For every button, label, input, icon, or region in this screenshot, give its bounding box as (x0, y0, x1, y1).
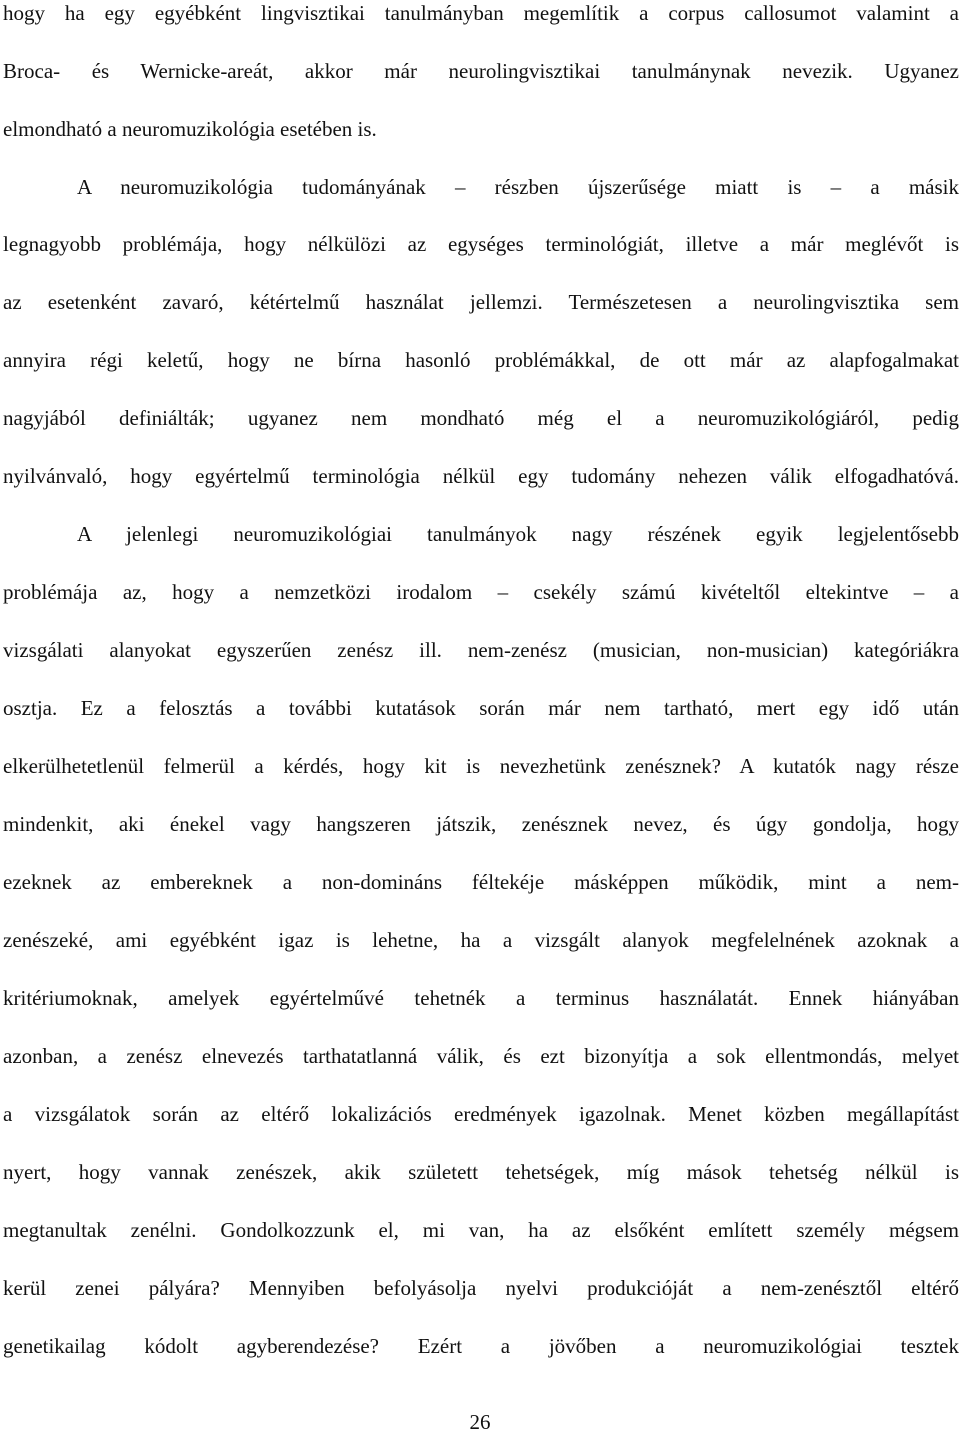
text-line: Broca- és Wernicke-areát, akkor már neurolingvisztikai tanulmánynak nevezik. Ugyanez (3, 59, 959, 83)
text-line: A neuromuzikológia tudományának – részben újszerűsége miatt is – a másik (77, 175, 959, 199)
page-number: 26 (469, 1410, 491, 1434)
text-line: megtanultak zenélni. Gondolkozzunk el, mi van, ha az elsőként említett személy mégsem (3, 1218, 959, 1242)
text-line: nyert, hogy vannak zenészek, akik született tehetségek, míg mások tehetség nélkül is (3, 1160, 959, 1184)
text-line: problémája az, hogy a nemzetközi irodalom – csekély számú kivételtől eltekintve – a (3, 580, 959, 604)
text-line: az esetenként zavaró, kétértelmű használat jellemzi. Természetesen a neurolingvisztika sem (3, 290, 959, 314)
text-line: kerül zenei pályára? Mennyiben befolyásolja nyelvi produkcióját a nem-zenésztől eltérő (3, 1276, 959, 1300)
text-line: a vizsgálatok során az eltérő lokalizációs eredmények igazolnak. Menet közben megállapítást (3, 1102, 959, 1126)
text-line: hogy ha egy egyébként lingvisztikai tanulmányban megemlítik a corpus callosumot valamint a (3, 1, 959, 25)
text-line: kritériumoknak, amelyek egyértelművé tehetnék a terminus használatát. Ennek hiányában (3, 986, 959, 1010)
text-line: annyira régi keletű, hogy ne bírna hasonló problémákkal, de ott már az alapfogalmakat (3, 348, 959, 372)
text-line: elmondható a neuromuzikológia esetében is. (3, 117, 377, 141)
text-line: genetikailag kódolt agyberendezése? Ezért a jövőben a neuromuzikológiai tesztek (3, 1334, 959, 1358)
text-line: A jelenlegi neuromuzikológiai tanulmányok nagy részének egyik legjelentősebb (77, 522, 959, 546)
text-line: legnagyobb problémája, hogy nélkülözi az egységes terminológiát, illetve a már meglévőt is (3, 232, 959, 256)
text-line: elkerülhetetlenül felmerül a kérdés, hogy kit is nevezhetünk zenésznek? A kutatók nagy része (3, 754, 959, 778)
text-line: nagyjából definiálták; ugyanez nem mondható még el a neuromuzikológiáról, pedig (3, 406, 959, 430)
text-line: ezeknek az embereknek a non-domináns féltekéje másképpen működik, mint a nem- (3, 870, 959, 894)
text-line: zenészeké, ami egyébként igaz is lehetne, ha a vizsgált alanyok megfelelnének azoknak a (3, 928, 959, 952)
text-line: azonban, a zenész elnevezés tarthatatlanná válik, és ezt bizonyítja a sok ellentmondás, melyet (3, 1044, 959, 1068)
text-line: nyilvánvaló, hogy egyértelmű terminológia nélkül egy tudomány nehezen válik elfogadhatóvá. (3, 464, 959, 488)
text-line: vizsgálati alanyokat egyszerűen zenész ill. nem-zenész (musician, non-musician) kategóriákra (3, 638, 959, 662)
text-line: osztja. Ez a felosztás a további kutatások során már nem tartható, mert egy idő után (3, 696, 959, 720)
text-line: mindenkit, aki énekel vagy hangszeren játszik, zenésznek nevez, és úgy gondolja, hogy (3, 812, 959, 836)
